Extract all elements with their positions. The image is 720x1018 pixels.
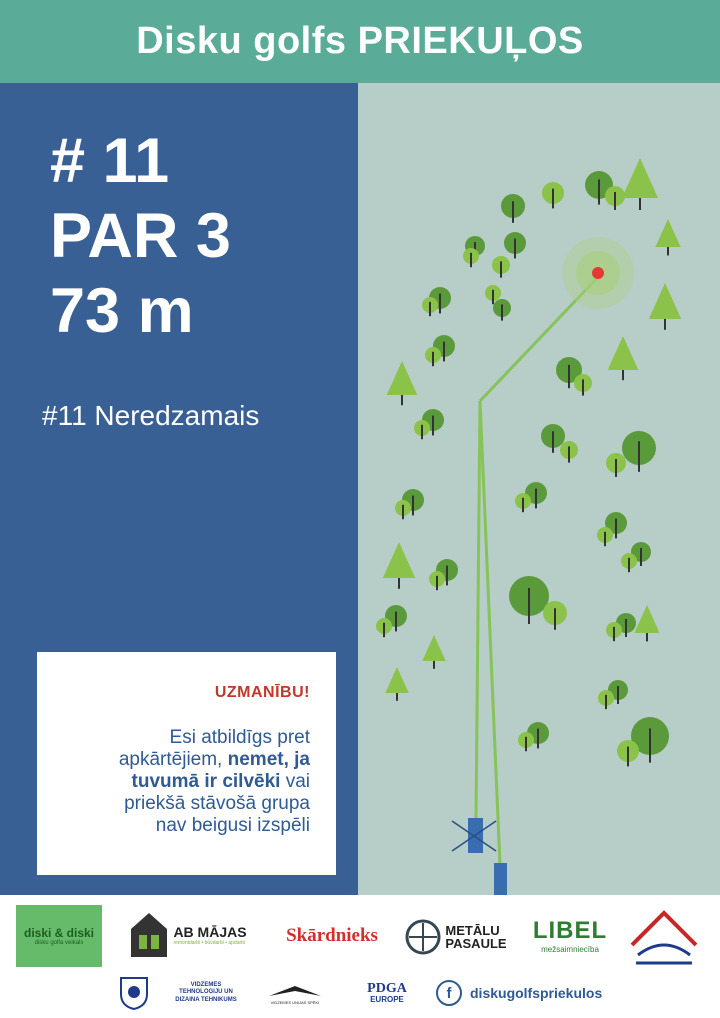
pine-tree-icon — [634, 605, 659, 633]
page-header — [0, 0, 720, 83]
fairway-line-1 — [476, 401, 480, 818]
coat-of-arms-icon[interactable] — [116, 975, 152, 1011]
libel-logo[interactable]: LIBEL mežsaimniecība — [532, 916, 608, 954]
basket-icon — [592, 267, 604, 279]
vidzemes-logo[interactable]: VIDZEMES TEHNOLOĢIJU UN DIZAINA TEHNIKUMS — [175, 982, 237, 1003]
wings-icon — [267, 982, 323, 1000]
pine-tree-icon — [649, 283, 681, 319]
facebook-icon: f — [436, 980, 462, 1006]
fairway-line-2 — [480, 401, 500, 865]
abmajas-logo[interactable]: AB MĀJAS remontdarbi • būvdarbi • apdarbi — [118, 905, 258, 965]
pine-tree-icon — [385, 667, 408, 693]
globe-icon — [405, 919, 441, 955]
trees — [376, 158, 681, 766]
warning-text: Esi atbildīgs pret apkārtējiem, nemet, ja tuvumā ir cilvēki vai priekšā stāvošā grupa nav beigusi izspēli — [118, 727, 310, 836]
tee-pad-2 — [494, 863, 507, 895]
skardnieks-logo[interactable]: Skārdnieks — [286, 925, 378, 946]
house-emblem-icon — [628, 905, 700, 967]
house-icon — [129, 911, 169, 959]
pine-tree-icon — [622, 158, 658, 198]
pine-tree-icon — [608, 336, 639, 370]
sports-logo[interactable]: VIDZEMES UNIJAS SPĒKI — [262, 977, 328, 1009]
metalu-pasaule-logo[interactable]: METĀLU PASAULE — [400, 909, 512, 965]
page-title: Disku golfs PRIEKUĻOS — [136, 20, 584, 62]
sponsor-footer — [0, 895, 720, 1018]
pine-tree-icon — [422, 635, 445, 661]
hole-name: #11 Neredzamais — [42, 400, 260, 431]
pine-tree-icon — [387, 361, 418, 395]
hole-distance: 73 m — [50, 276, 194, 346]
pine-tree-icon — [655, 219, 680, 247]
facebook-link[interactable]: f diskugolfspriekulos — [436, 977, 620, 1009]
warning-title: UZMANĪBU! — [214, 684, 310, 701]
hole-map — [358, 83, 720, 895]
hole-par: PAR 3 — [50, 201, 231, 271]
priekuli-emblem[interactable] — [626, 903, 702, 969]
pdga-europe-logo[interactable]: PDGA EUROPE — [367, 981, 407, 1004]
pine-tree-icon — [383, 542, 415, 578]
warning-box — [37, 652, 336, 875]
diski-logo[interactable]: diski & diski disku golfa veikals — [16, 905, 102, 967]
hole-number: # 11 — [50, 126, 170, 196]
